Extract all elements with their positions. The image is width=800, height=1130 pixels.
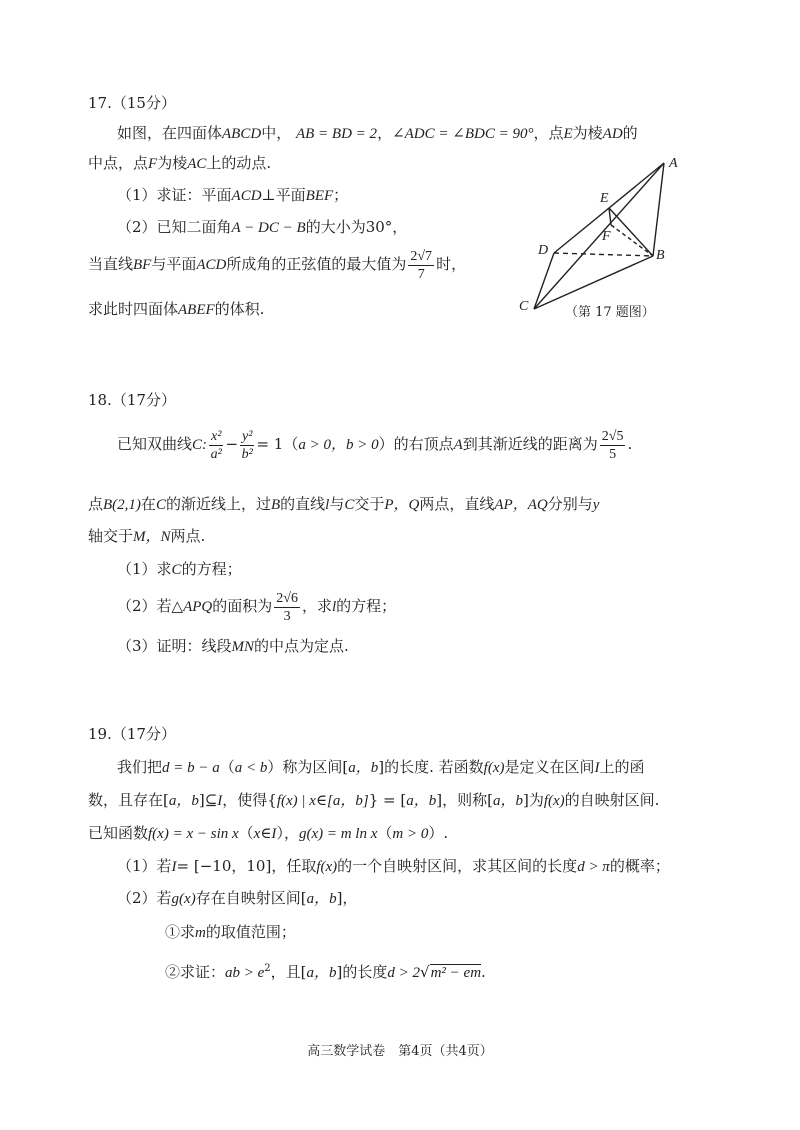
- q18-math: P，Q: [384, 497, 420, 513]
- q18-text: 交于: [354, 495, 385, 513]
- q19-text: ②求证：: [165, 963, 226, 981]
- q18-math: C: [171, 562, 182, 578]
- q18-fraction-y: [240, 428, 254, 463]
- figure-label-b: B: [656, 248, 665, 263]
- q19-math: a < b: [234, 760, 268, 776]
- q18-text: .: [627, 435, 633, 453]
- q18-text: 到其渐近线的距离为: [462, 435, 598, 453]
- edge-eb: [609, 208, 653, 256]
- q19-math: a，b: [168, 793, 199, 809]
- q19-math: g(x) = m ln x: [298, 826, 378, 842]
- q19-math: g(x): [171, 891, 196, 907]
- q18-fraction-x: [209, 428, 223, 463]
- q17-math: ACD: [231, 188, 262, 204]
- q19-line1: [117, 756, 645, 779]
- fraction-denominator: 3: [283, 608, 291, 624]
- q17-text: 所成角的正弦值的最大值为: [226, 255, 407, 273]
- q18-fraction-area: [274, 590, 300, 625]
- q19-text: 已知函数: [88, 824, 149, 842]
- q19-text: ]的长度. 若函数: [378, 758, 484, 776]
- q18-text: （2）若△: [117, 597, 184, 615]
- q19-math: a，b: [306, 891, 337, 907]
- q19-line3: [88, 822, 448, 845]
- q18-math: M，N: [133, 529, 171, 545]
- q17-math: ABEF: [178, 302, 215, 318]
- q19-math: d > 2: [387, 965, 421, 981]
- q19-math: m: [195, 925, 206, 941]
- q19-text: ），: [276, 824, 299, 842]
- q19-text: ]⊆: [198, 791, 218, 809]
- q17-math: AC: [187, 156, 207, 172]
- q18-text: 在: [140, 495, 156, 513]
- fraction-numerator: x²: [211, 428, 222, 444]
- q19-header: 19.（17分）: [88, 725, 176, 743]
- fraction-numerator: 2√6: [276, 590, 298, 606]
- q19-math: f(x) | x∈[a，b]: [276, 793, 369, 809]
- q18-text: 两点.: [170, 527, 206, 545]
- q18-text: （: [283, 435, 299, 453]
- q17-paragraph-line1: [117, 122, 638, 145]
- q17-text: 上的动点.: [206, 154, 272, 172]
- q19-text: 的自映射区间.: [564, 791, 660, 809]
- q17-text: （2）已知二面角: [117, 218, 232, 236]
- q17-paragraph-line2: [88, 152, 271, 175]
- q19-line2: [88, 789, 659, 812]
- q18-math: B: [270, 497, 281, 513]
- q19-math: I: [217, 793, 223, 809]
- q19-text: ，使得{: [222, 791, 277, 809]
- q17-math: ABCD: [222, 126, 262, 142]
- q17-text: 如图，在四面体: [117, 124, 223, 142]
- q19-subq2-part1: [165, 921, 296, 944]
- q19-math: a，b: [348, 760, 379, 776]
- q17-fraction: [408, 248, 434, 283]
- fraction-denominator: a²: [210, 446, 222, 462]
- q18-math: l: [331, 599, 337, 615]
- q19-text: （1）若: [117, 857, 172, 875]
- q18-text: 的直线: [280, 495, 326, 513]
- q17-text: 求此时四面体: [88, 300, 179, 318]
- q19-math: d = b − a: [162, 760, 220, 776]
- edge-db: [554, 253, 653, 256]
- q19-superscript: 2: [264, 963, 271, 974]
- q18-math: y: [592, 497, 600, 513]
- q18-math: = 1: [256, 435, 284, 453]
- q18-text: 的方程；: [336, 597, 397, 615]
- q18-math: MN: [231, 639, 255, 655]
- figure-caption: （第 17 题图）: [565, 305, 655, 320]
- sqrt-sign-icon: √: [420, 963, 430, 981]
- q18-text: ，求: [301, 597, 332, 615]
- q17-math: AD: [602, 126, 623, 142]
- q19-text: 数，且存在[: [88, 791, 169, 809]
- q19-text: ，且[: [270, 963, 307, 981]
- q19-text: 存在自映射区间[: [195, 889, 307, 907]
- q17-text: 时，: [436, 255, 467, 273]
- q17-text: 的大小为30°，: [305, 218, 408, 236]
- q18-text: 轴交于: [88, 527, 134, 545]
- q17-text: 为棱: [572, 124, 603, 142]
- q19-math: f(x): [543, 793, 565, 809]
- q19-math: d > π: [577, 859, 610, 875]
- q18-text: （1）求: [117, 560, 172, 578]
- q18-text: 的面积为: [212, 597, 273, 615]
- fraction-denominator: 7: [417, 266, 425, 282]
- q17-text: （1）求证：平面: [117, 186, 232, 204]
- q19-text: 上的函: [599, 758, 645, 776]
- q19-text: 是定义在区间: [504, 758, 595, 776]
- q18-text: 与: [329, 495, 345, 513]
- figure-label-a: A: [669, 156, 678, 171]
- q19-math: m > 0: [392, 826, 429, 842]
- q18-subq3: [117, 635, 349, 658]
- q17-text: 的: [622, 124, 638, 142]
- q18-math: C: [155, 497, 166, 513]
- q19-math: ab > e: [225, 965, 265, 981]
- q17-subq2-cont: [88, 246, 466, 283]
- q17-subq2-end: [88, 298, 264, 321]
- q17-text: 与平面: [151, 255, 197, 273]
- fraction-numerator: 2√5: [601, 428, 624, 444]
- q18-text: （3）证明：线段: [117, 637, 232, 655]
- q19-math: f(x): [483, 760, 505, 776]
- q18-math: APQ: [183, 599, 213, 615]
- q19-text: ]，: [336, 889, 358, 907]
- q18-line3: [88, 525, 205, 548]
- q18-fraction-dist: [600, 428, 626, 463]
- figure-label-f: F: [602, 229, 611, 244]
- q19-text: 的概率；: [609, 857, 670, 875]
- q17-text: ；: [333, 186, 349, 204]
- q17-subq2: [117, 216, 407, 239]
- q17-math: AB = BD = 2: [295, 126, 378, 142]
- q17-text: ⊥平面: [261, 186, 306, 204]
- q19-math: x∈I: [253, 826, 277, 842]
- q18-line1: [117, 426, 632, 463]
- q17-text: 中点，点: [88, 154, 149, 172]
- q19-text: ]为: [522, 791, 544, 809]
- q18-math: A: [453, 437, 463, 453]
- q19-sqrt-radicand: m² − em: [430, 965, 482, 981]
- q17-text: ，: [377, 124, 393, 142]
- q19-subq2-part2: [165, 958, 486, 984]
- q18-text: ）的右顶点: [378, 435, 454, 453]
- figure-label-d: D: [538, 243, 549, 258]
- q19-text: （2）若: [117, 889, 172, 907]
- edge-ac: [534, 163, 664, 309]
- q17-subq1: [117, 184, 348, 207]
- q19-subq1: [117, 855, 670, 878]
- edge-cd: [534, 253, 554, 309]
- q17-header: 17.（15分）: [88, 94, 176, 112]
- page-footer: 高三数学试卷 第4页（共4页）: [307, 1044, 493, 1059]
- fraction-numerator: y²: [242, 428, 253, 444]
- q18-text: 的中点为定点.: [254, 637, 349, 655]
- q19-math: f(x) = x − sin x: [148, 826, 239, 842]
- q19-text: ]，则称[: [436, 791, 493, 809]
- figure-label-e: E: [600, 191, 609, 206]
- q17-math: ∠ADC = ∠BDC = 90°: [392, 126, 534, 142]
- q19-text: ）.: [428, 824, 449, 842]
- q17-text: 中，: [261, 124, 292, 142]
- q19-text: ]的长度: [336, 963, 388, 981]
- q17-math: BEF: [305, 188, 334, 204]
- q19-math: I: [594, 760, 600, 776]
- q19-math: f(x): [316, 859, 338, 875]
- q19-text: （: [377, 824, 393, 842]
- q18-math: AP，AQ: [494, 497, 548, 513]
- q18-subq2: [117, 588, 396, 625]
- q17-math: BF: [133, 257, 152, 273]
- q18-math: C:: [192, 437, 208, 453]
- q18-math: −: [225, 435, 239, 453]
- q18-math: a > 0，b > 0: [298, 437, 379, 453]
- q19-text: （: [219, 758, 235, 776]
- q19-text: = [−10，10]，任取: [176, 857, 317, 875]
- q19-subq2: [117, 887, 357, 910]
- q18-text: 已知双曲线: [117, 435, 193, 453]
- q18-math: C: [344, 497, 355, 513]
- q18-subq1: [117, 558, 242, 581]
- q18-math: l: [325, 497, 330, 513]
- q18-math: B(2,1): [103, 497, 141, 513]
- q19-text: 的取值范围；: [205, 923, 296, 941]
- q19-text: （: [238, 824, 254, 842]
- q18-line2: [88, 493, 599, 516]
- figure-label-c: C: [519, 299, 529, 314]
- q18-text: 点: [88, 495, 104, 513]
- q17-text: ，点: [533, 124, 564, 142]
- q18-text: 的渐近线上，过: [165, 495, 271, 513]
- q19-text: ①求: [165, 923, 196, 941]
- q19-math: I: [171, 859, 177, 875]
- q17-math: A − DC − B: [231, 220, 306, 236]
- q17-text: 为棱: [157, 154, 188, 172]
- q17-math: ACD: [196, 257, 227, 273]
- fraction-numerator: 2√7: [410, 248, 433, 264]
- q17-text: 当直线: [88, 255, 134, 273]
- q17-text: 的体积.: [214, 300, 265, 318]
- q19-math: a，b: [306, 965, 337, 981]
- fraction-denominator: 5: [609, 446, 617, 462]
- q18-text: 分别与: [547, 495, 593, 513]
- q17-math: F: [148, 156, 158, 172]
- q17-math: E: [563, 126, 573, 142]
- edge-fb: [611, 225, 653, 256]
- q19-text: 的一个自映射区间，求其区间的长度: [337, 857, 578, 875]
- q19-text: ）称为区间[: [267, 758, 349, 776]
- fraction-denominator: b²: [241, 446, 253, 462]
- q18-header: 18.（17分）: [88, 391, 176, 409]
- q19-text: 我们把: [117, 758, 163, 776]
- q19-text: } = [: [368, 791, 407, 809]
- q19-math: a，b: [492, 793, 523, 809]
- q19-text: .: [481, 963, 486, 981]
- q18-text: 的方程；: [181, 560, 242, 578]
- edge-ab: [653, 163, 664, 256]
- q18-text: 两点，直线: [419, 495, 495, 513]
- q19-math: a，b: [406, 793, 437, 809]
